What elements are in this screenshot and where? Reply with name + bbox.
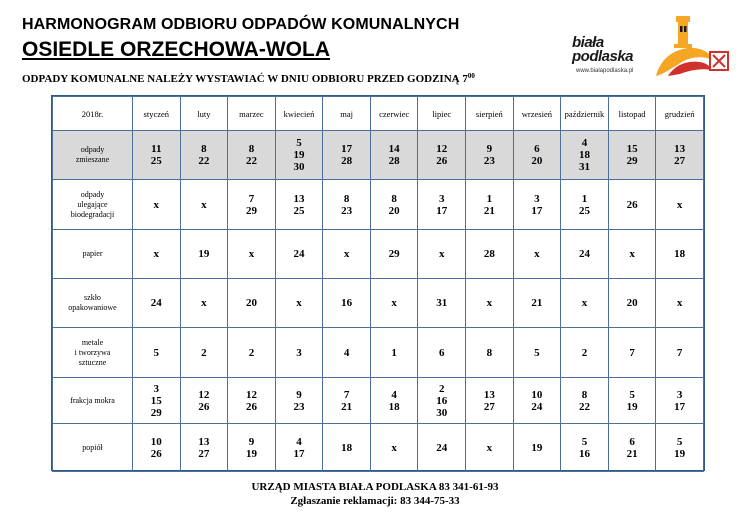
collection-date-cell	[608, 180, 656, 230]
collection-day: 20	[245, 297, 257, 309]
collection-day: 7	[629, 346, 635, 359]
month-header: luty	[180, 97, 228, 131]
collection-day: 16	[578, 447, 590, 460]
collection-date-cell	[561, 131, 609, 180]
collection-day: 24	[436, 441, 448, 454]
waste-category-cell	[53, 279, 133, 328]
collection-day: 21	[626, 447, 638, 460]
collection-date-cell	[370, 328, 418, 378]
collection-day: x	[153, 198, 160, 211]
collection-day: 6	[629, 435, 635, 448]
collection-date-cell	[608, 424, 656, 472]
collection-date-cell	[513, 230, 561, 279]
collection-date-cell	[228, 328, 276, 378]
collection-day: 23	[293, 400, 305, 413]
category-label-line: odpady	[80, 189, 105, 199]
collection-day: 17	[674, 400, 686, 413]
month-header: styczeń	[133, 97, 181, 131]
collection-day: 27	[483, 400, 495, 413]
collection-date-cell	[561, 424, 609, 472]
collection-day: 15	[150, 394, 162, 407]
collection-day: 7	[343, 388, 350, 401]
collection-date-cell	[466, 230, 514, 279]
collection-day: 2	[581, 346, 588, 359]
month-header: listopad	[608, 97, 656, 131]
category-label-line: popiół	[82, 442, 103, 452]
table-row	[53, 279, 704, 328]
table-row	[53, 230, 704, 279]
collection-day: 19	[198, 248, 210, 260]
schedule-table	[52, 96, 704, 472]
collection-day: 9	[486, 143, 493, 155]
collection-date-cell	[275, 378, 323, 424]
collection-date-cell	[418, 131, 466, 180]
collection-day: 25	[150, 155, 162, 167]
collection-day: 19	[531, 441, 543, 454]
collection-date-cell	[370, 230, 418, 279]
collection-date-cell	[323, 279, 371, 328]
collection-date-cell	[656, 424, 704, 472]
category-label-line: biodegradacji	[70, 209, 115, 219]
collection-date-cell	[656, 230, 704, 279]
page-title: HARMONOGRAM ODBIORU ODPADÓW KOMUNALNYCH	[22, 16, 460, 33]
collection-day: 7	[248, 192, 255, 205]
collection-day: 17	[293, 447, 305, 460]
collection-day: 18	[341, 441, 353, 454]
collection-date-cell	[513, 424, 561, 472]
collection-date-cell	[418, 378, 466, 424]
collection-date-cell	[656, 131, 704, 180]
collection-day: x	[391, 297, 397, 309]
schedule-table-frame	[51, 95, 705, 471]
collection-date-cell	[608, 279, 656, 328]
collection-date-cell	[656, 328, 704, 378]
collection-day: 2	[439, 382, 445, 395]
town-hall-tower-icon	[644, 12, 732, 84]
collection-date-cell	[275, 279, 323, 328]
month-header: październik	[561, 97, 609, 131]
collection-date-cell	[323, 328, 371, 378]
collection-day: 15	[626, 143, 638, 155]
collection-day: 5	[581, 435, 588, 448]
collection-date-cell	[133, 279, 181, 328]
category-label-line: i tworzywa	[74, 347, 111, 357]
collection-day: 3	[534, 192, 540, 205]
collection-date-cell	[133, 378, 181, 424]
month-header: maj	[323, 97, 371, 131]
collection-day: 13	[483, 388, 495, 401]
year-header: 2018r.	[53, 97, 133, 131]
collection-day: 31	[436, 297, 448, 309]
table-row	[53, 328, 704, 378]
collection-day: 5	[296, 137, 302, 149]
collection-day: 8	[201, 143, 207, 155]
collection-day: 10	[531, 388, 543, 401]
collection-date-cell	[180, 328, 228, 378]
collection-day: x	[296, 297, 302, 309]
category-label-line: opakowaniowe	[68, 303, 117, 312]
month-header: kwiecień	[275, 97, 323, 131]
collection-date-cell	[370, 131, 418, 180]
collection-day: 5	[153, 346, 160, 359]
collection-day: 20	[531, 155, 543, 167]
collection-day: 8	[391, 192, 397, 205]
collection-day: 28	[341, 155, 353, 167]
collection-date-cell	[370, 378, 418, 424]
month-header: lipiec	[418, 97, 466, 131]
table-row	[53, 378, 704, 424]
collection-date-cell	[275, 424, 323, 472]
collection-day: x	[486, 297, 493, 309]
collection-date-cell	[180, 131, 228, 180]
collection-day: 29	[626, 155, 638, 167]
collection-day: 10	[150, 435, 162, 448]
collection-day: 26	[198, 400, 210, 413]
collection-day: 22	[578, 400, 590, 413]
category-label-line: papier	[82, 249, 103, 258]
collection-date-cell	[418, 230, 466, 279]
notice-text: ODPADY KOMUNALNE NALEŻY WYSTAWIAĆ W DNIU ODBIORU PRZED GODZINĄ 7	[22, 73, 468, 85]
collection-date-cell	[561, 328, 609, 378]
collection-day: 17	[531, 204, 543, 217]
collection-day: 13	[198, 435, 210, 448]
collection-date-cell	[228, 131, 276, 180]
collection-date-cell	[513, 180, 561, 230]
category-label-line: odpady	[80, 145, 105, 154]
collection-day: x	[343, 248, 350, 260]
collection-date-cell	[275, 131, 323, 180]
collection-day: 24	[150, 297, 162, 309]
collection-day: 17	[436, 204, 448, 217]
category-label-line: frakcja mokra	[70, 395, 115, 405]
collection-day: 13	[293, 192, 305, 205]
collection-day: 28	[483, 248, 495, 260]
category-label-line: szkło	[84, 293, 101, 302]
table-row	[53, 424, 704, 472]
collection-date-cell	[370, 279, 418, 328]
collection-day: 1	[486, 192, 493, 205]
collection-day: 22	[245, 155, 257, 167]
collection-date-cell	[466, 424, 514, 472]
collection-date-cell	[561, 230, 609, 279]
collection-date-cell	[466, 328, 514, 378]
city-logo	[572, 12, 732, 84]
collection-date-cell	[180, 279, 228, 328]
collection-date-cell	[323, 424, 371, 472]
collection-day: 26	[626, 198, 638, 211]
collection-date-cell	[228, 424, 276, 472]
collection-day: 5	[629, 388, 635, 401]
collection-day: 16	[341, 297, 353, 309]
collection-date-cell	[228, 279, 276, 328]
collection-date-cell	[466, 378, 514, 424]
collection-day: 8	[581, 388, 588, 401]
collection-day: x	[248, 248, 255, 260]
collection-day: 14	[388, 143, 400, 155]
logo-url: www.bialapodlaska.pl	[576, 68, 634, 74]
collection-date-cell	[275, 230, 323, 279]
collection-day: 4	[296, 435, 302, 448]
footer-office-phone: URZĄD MIASTA BIAŁA PODLASKA 83 341-61-93	[251, 481, 499, 493]
category-label-line: metale	[81, 337, 104, 347]
category-label-line: ulegające	[77, 199, 108, 209]
month-header: wrzesień	[513, 97, 561, 131]
month-header: czerwiec	[370, 97, 418, 131]
collection-date-cell	[180, 378, 228, 424]
footer-complaints-phone: Zgłaszanie reklamacji: 83 344-75-33	[290, 495, 460, 507]
collection-date-cell	[513, 131, 561, 180]
collection-date-cell	[561, 279, 609, 328]
collection-day: 20	[626, 297, 638, 309]
collection-day: 22	[198, 155, 210, 167]
collection-day: 11	[151, 143, 162, 155]
collection-day: 8	[343, 192, 350, 205]
collection-day: 27	[674, 155, 686, 167]
collection-day: 4	[343, 346, 350, 359]
collection-date-cell	[180, 424, 228, 472]
collection-day: x	[676, 297, 683, 309]
collection-day: 12	[245, 388, 257, 401]
collection-day: 21	[531, 297, 543, 309]
collection-day: 26	[150, 447, 162, 460]
collection-day: 9	[248, 435, 255, 448]
collection-day: 23	[483, 155, 495, 167]
collection-date-cell	[656, 378, 704, 424]
collection-date-cell	[513, 378, 561, 424]
collection-day: 23	[341, 204, 353, 217]
collection-day: 2	[248, 346, 255, 359]
collection-day: 18	[674, 248, 686, 260]
collection-date-cell	[513, 279, 561, 328]
collection-day: 5	[676, 435, 683, 448]
collection-date-cell	[228, 230, 276, 279]
collection-day: 17	[341, 143, 353, 155]
collection-date-cell	[608, 131, 656, 180]
collection-date-cell	[370, 424, 418, 472]
collection-date-cell	[133, 328, 181, 378]
collection-date-cell	[180, 230, 228, 279]
collection-day: 3	[439, 192, 445, 205]
collection-day: 27	[198, 447, 210, 460]
collection-day: 9	[296, 388, 302, 401]
table-header-row	[53, 97, 704, 131]
collection-date-cell	[275, 180, 323, 230]
collection-day: 29	[150, 406, 162, 419]
collection-day: 26	[436, 155, 448, 167]
collection-day: 13	[674, 143, 686, 155]
collection-date-cell	[561, 378, 609, 424]
collection-day: 29	[388, 248, 400, 260]
page-subtitle: OSIEDLE ORZECHOWA-WOLA	[22, 38, 330, 61]
waste-category-cell	[53, 131, 133, 180]
collection-date-cell	[180, 180, 228, 230]
logo-line2: podlaska	[572, 48, 634, 65]
collection-date-cell	[323, 230, 371, 279]
month-header: sierpień	[466, 97, 514, 131]
collection-date-cell	[418, 279, 466, 328]
collection-notice	[22, 72, 475, 85]
waste-category-cell	[53, 424, 133, 472]
collection-day: 31	[578, 161, 590, 173]
collection-day: x	[676, 198, 683, 211]
collection-date-cell	[418, 180, 466, 230]
category-label-line: zmieszane	[75, 155, 110, 164]
collection-day: 26	[245, 400, 257, 413]
collection-date-cell	[466, 131, 514, 180]
collection-date-cell	[418, 328, 466, 378]
waste-category-cell	[53, 230, 133, 279]
collection-day: 12	[436, 143, 448, 155]
collection-day: 19	[293, 149, 305, 161]
month-header: marzec	[228, 97, 276, 131]
collection-day: 3	[153, 382, 160, 395]
collection-date-cell	[418, 424, 466, 472]
collection-day: 5	[534, 346, 540, 359]
collection-day: 4	[391, 388, 397, 401]
collection-date-cell	[228, 180, 276, 230]
collection-day: x	[201, 198, 207, 211]
collection-day: 2	[201, 346, 207, 359]
collection-day: x	[534, 248, 540, 260]
collection-day: x	[439, 248, 445, 260]
collection-day: 8	[486, 346, 493, 359]
table-row	[53, 180, 704, 230]
waste-category-cell	[53, 378, 133, 424]
collection-day: x	[201, 297, 207, 309]
collection-date-cell	[608, 328, 656, 378]
collection-date-cell	[323, 131, 371, 180]
table-row	[53, 131, 704, 180]
category-label-line: sztuczne	[78, 357, 107, 367]
collection-day: 6	[534, 143, 540, 155]
collection-day: 7	[676, 346, 683, 359]
waste-category-cell	[53, 180, 133, 230]
collection-day: 1	[581, 192, 588, 205]
collection-date-cell	[608, 378, 656, 424]
logo-wordmark	[572, 36, 633, 64]
collection-date-cell	[323, 180, 371, 230]
collection-date-cell	[275, 328, 323, 378]
collection-day: 30	[436, 406, 448, 419]
collection-date-cell	[133, 131, 181, 180]
logo-line1: biała	[572, 34, 604, 51]
collection-day: 4	[581, 137, 588, 149]
collection-date-cell	[656, 180, 704, 230]
collection-day: 24	[293, 248, 305, 260]
collection-day: 24	[531, 400, 543, 413]
collection-day: 28	[388, 155, 400, 167]
collection-date-cell	[466, 180, 514, 230]
collection-day: x	[153, 248, 160, 260]
collection-day: 24	[578, 248, 590, 260]
collection-date-cell	[133, 180, 181, 230]
collection-day: x	[486, 441, 493, 454]
collection-day: x	[629, 248, 635, 260]
collection-day: 21	[483, 204, 495, 217]
collection-date-cell	[228, 378, 276, 424]
collection-date-cell	[513, 328, 561, 378]
collection-day: 18	[578, 149, 590, 161]
collection-date-cell	[656, 279, 704, 328]
collection-day: 12	[198, 388, 210, 401]
collection-date-cell	[608, 230, 656, 279]
collection-day: 16	[436, 394, 448, 407]
notice-time-superscript: 00	[467, 72, 475, 80]
collection-date-cell	[133, 230, 181, 279]
waste-category-cell	[53, 328, 133, 378]
collection-day: 30	[293, 161, 305, 173]
collection-day: 19	[245, 447, 257, 460]
collection-day: 25	[293, 204, 305, 217]
collection-day: 19	[626, 400, 638, 413]
collection-day: 29	[245, 204, 257, 217]
collection-day: 1	[391, 346, 397, 359]
collection-date-cell	[561, 180, 609, 230]
collection-day: 20	[388, 204, 400, 217]
collection-day: 19	[674, 447, 686, 460]
collection-day: 3	[296, 346, 302, 359]
month-header: grudzień	[656, 97, 704, 131]
collection-day: 8	[248, 143, 255, 155]
collection-day: 6	[439, 346, 445, 359]
collection-day: x	[391, 441, 397, 454]
collection-date-cell	[466, 279, 514, 328]
collection-day: 21	[341, 400, 353, 413]
collection-date-cell	[370, 180, 418, 230]
collection-date-cell	[133, 424, 181, 472]
collection-day: 25	[578, 204, 590, 217]
collection-day: 18	[388, 400, 400, 413]
collection-date-cell	[323, 378, 371, 424]
collection-day: x	[581, 297, 588, 309]
collection-day: 3	[676, 388, 683, 401]
